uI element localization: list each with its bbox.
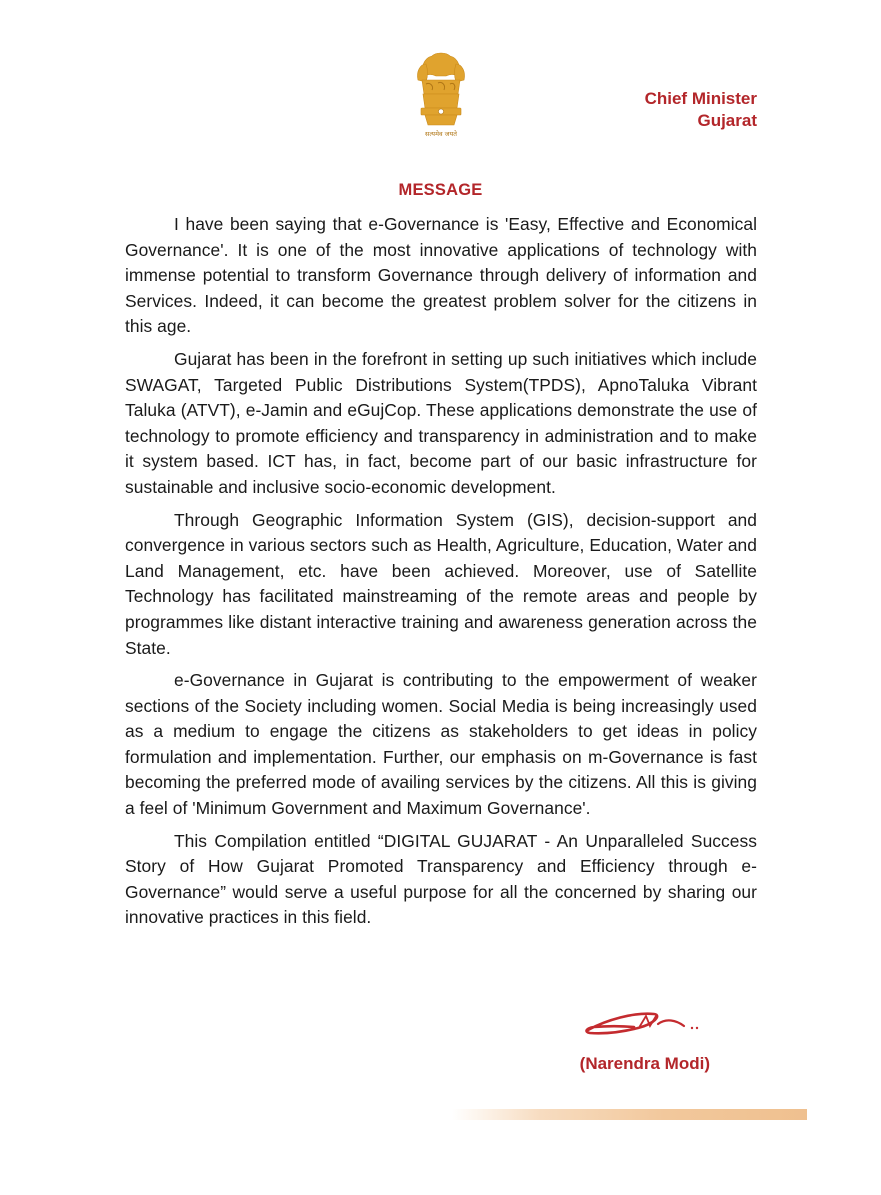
office-block	[645, 88, 757, 132]
footer-decorative-bar	[452, 1109, 807, 1120]
paragraph: Gujarat has been in the forefront in setting up such initiatives which include SWAGAT, Targeted Public Distributions System(TPDS), ApnoTaluka Vibrant Taluka (ATVT), e-Jamin and eGujCop. These applications demonstrate the use of technology to promote efficiency and transparency in administration and to make it system based. ICT has, in fact, become part of our basic infrastructure for sustainable and inclusive socio-economic development.	[125, 348, 757, 497]
office-state: Gujarat	[697, 111, 757, 130]
paragraph: e-Governance in Gujarat is contributing to the empowerment of weaker sections of the Society including women. Social Media is being increasingly used as a medium to engage the citizens as stakeholders to get ideas in policy formulation and implementation. Further, our emphasis on m-Governance is fast becoming the preferred mode of availing services by the citizens. All this is giving a feel of 'Minimum Government and Maximum Governance'.	[125, 670, 757, 819]
paragraph: This Compilation entitled “DIGITAL GUJARAT - An Unparalleled Success Story of How Gujarat Promoted Transparency and Efficiency through e-Governance” would serve a useful purpose for all the concerned by sharing our innovative practices in this field.	[125, 830, 757, 928]
signatory-name: (Narendra Modi)	[579, 1054, 710, 1073]
handwritten-signature	[576, 1006, 706, 1040]
paragraph: Through Geographic Information System (GIS), decision-support and convergence in various sectors such as Health, Agriculture, Education, Water and Land Management, etc. have been achieved. Moreover, use of Satellite Technology has facilitated mainstreaming of the remote areas and people by programmes like distant interactive training and awareness generation across the State.	[125, 509, 757, 658]
emblem-motto: सत्यमेव जयते	[425, 130, 457, 138]
message-body	[125, 212, 757, 938]
national-emblem	[412, 50, 470, 142]
paragraph: I have been saying that e-Governance is 'Easy, Effective and Economical Governance'. It is one of the most innovative applications of technology with immense potential to transform Governance through delivery of information and Services. Indeed, it can become the greatest problem solver for the citizens in this age.	[125, 214, 757, 337]
office-title: Chief Minister	[644, 89, 757, 108]
message-heading: MESSAGE	[398, 181, 483, 199]
